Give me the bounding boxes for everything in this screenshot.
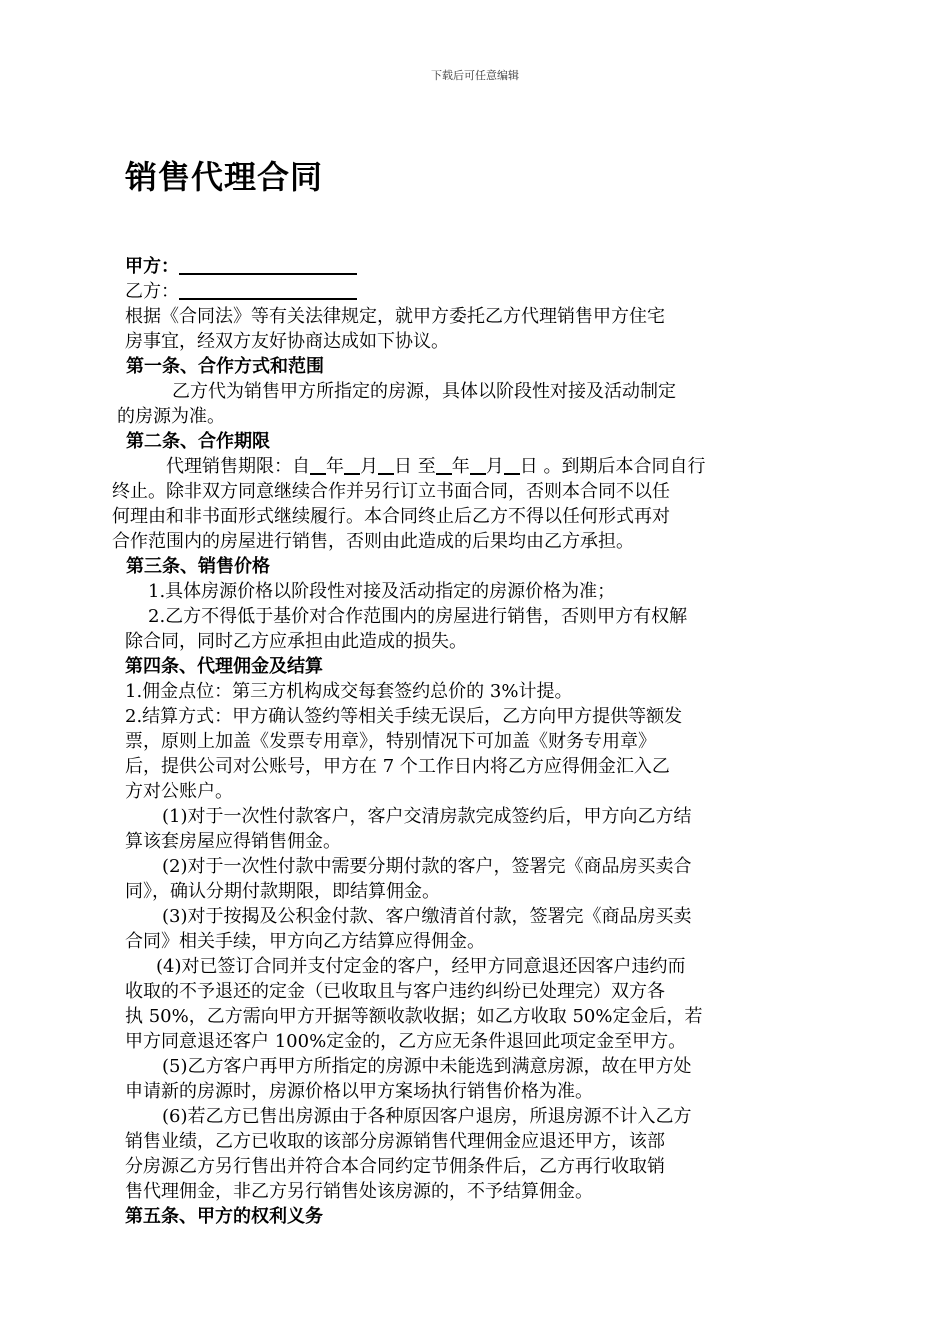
document-title: 销售代理合同	[125, 158, 324, 196]
article-4-sub-6: (6)若乙方已售出房源由于各种原因客户退房，所退房源不计入乙方	[162, 1106, 692, 1127]
article-5-heading: 第五条、甲方的权利义务	[125, 1206, 323, 1227]
end-day-blank	[504, 455, 520, 475]
article-1-line: 乙方代为销售甲方所指定的房源，具体以阶段性对接及活动制定	[172, 381, 676, 402]
intro-line: 根据《合同法》等有关法律规定，就甲方委托乙方代理销售甲方住宅	[125, 306, 665, 327]
term-text: 月	[485, 456, 504, 477]
term-text: 年	[326, 456, 344, 477]
start-month-blank	[344, 455, 360, 475]
article-3-item-2: 2.乙方不得低于基价对合作范围内的房屋进行销售，否则甲方有权解	[148, 606, 688, 627]
article-4-sub-2: 同》，确认分期付款期限，即结算佣金。	[125, 881, 440, 902]
term-text: 代理销售期限：自	[166, 456, 310, 477]
article-4-item-2: 票，原则上加盖《发票专用章》，特别情况下可加盖《财务专用章》	[125, 731, 656, 752]
term-text: 日 至	[394, 456, 436, 477]
term-text: 年	[451, 456, 470, 477]
end-month-blank	[470, 455, 486, 475]
article-1-heading: 第一条、合作方式和范围	[126, 356, 324, 377]
party-a-blank	[179, 255, 357, 275]
article-3-item-1: 1.具体房源价格以阶段性对接及活动指定的房源价格为准；	[148, 581, 616, 602]
article-2-heading: 第二条、合作期限	[126, 431, 270, 452]
term-text: 月	[360, 456, 378, 477]
article-2-term-line	[0, 454, 950, 479]
article-2-line: 何理由和非书面形式继续履行。本合同终止后乙方不得以任何形式再对	[112, 506, 670, 527]
article-4-sub-3: 合同》相关手续，甲方向乙方结算应得佣金。	[125, 931, 485, 952]
article-2-line: 合作范围内的房屋进行销售，否则由此造成的后果均由乙方承担。	[112, 531, 634, 552]
article-4-sub-6: 分房源乙方另行售出并符合本合同约定节佣条件后，乙方再行收取销	[125, 1156, 665, 1177]
article-4-item-2: 方对公账户。	[125, 781, 233, 802]
intro-line: 房事宜，经双方友好协商达成如下协议。	[125, 331, 449, 352]
article-2-line: 终止。除非双方同意继续合作并另行订立书面合同，否则本合同不以任	[112, 481, 670, 502]
article-4-item-1: 1.佣金点位：第三方机构成交每套签约总价的 3%计提。	[125, 681, 573, 702]
party-b-line	[0, 279, 950, 304]
article-4-item-2: 后，提供公司对公账号，甲方在 7 个工作日内将乙方应得佣金汇入乙	[125, 756, 670, 777]
article-1-line: 的房源为准。	[117, 406, 225, 427]
article-4-heading: 第四条、代理佣金及结算	[125, 656, 323, 677]
article-4-sub-5: (5)乙方客户再甲方所指定的房源中未能选到满意房源，故在甲方处	[162, 1056, 692, 1077]
article-4-sub-4: (4)对已签订合同并支付定金的客户，经甲方同意退还因客户违约而	[156, 956, 686, 977]
article-4-sub-4: 收取的不予退还的定金（已收取且与客户违约纠纷已处理完）双方各	[125, 981, 665, 1002]
article-4-item-2: 2.结算方式：甲方确认签约等相关手续无误后，乙方向甲方提供等额发	[125, 706, 683, 727]
start-year-blank	[310, 455, 326, 475]
end-year-blank	[436, 455, 452, 475]
party-a-label: 甲方：	[125, 256, 179, 277]
article-4-sub-5: 申请新的房源时，房源价格以甲方案场执行销售价格为准。	[125, 1081, 593, 1102]
article-4-sub-4: 甲方同意退还客户 100%定金的，乙方应无条件退回此项定金至甲方。	[125, 1031, 687, 1052]
party-a-line	[0, 254, 950, 279]
party-b-label: 乙方：	[125, 281, 179, 302]
header-note: 下载后可任意编辑	[431, 69, 519, 82]
article-3-heading: 第三条、销售价格	[126, 556, 270, 577]
document-body	[0, 254, 950, 1229]
article-4-sub-6: 销售业绩，乙方已收取的该部分房源销售代理佣金应退还甲方，该部	[125, 1131, 665, 1152]
start-day-blank	[378, 455, 394, 475]
article-4-sub-3: (3)对于按揭及公积金付款、客户缴清首付款，签署完《商品房买卖	[162, 906, 692, 927]
party-b-blank	[179, 280, 357, 300]
article-4-sub-6: 售代理佣金，非乙方另行销售处该房源的，不予结算佣金。	[125, 1181, 593, 1202]
article-4-sub-1: 算该套房屋应得销售佣金。	[125, 831, 341, 852]
article-3-item-2: 除合同，同时乙方应承担由此造成的损失。	[125, 631, 467, 652]
article-4-sub-2: (2)对于一次性付款中需要分期付款的客户，签署完《商品房买卖合	[162, 856, 692, 877]
article-4-sub-1: (1)对于一次性付款客户，客户交清房款完成签约后，甲方向乙方结	[162, 806, 692, 827]
term-text: 日 。到期后本合同自行	[519, 456, 706, 477]
article-4-sub-4: 执 50%，乙方需向甲方开据等额收款收据；如乙方收取 50%定金后，若	[125, 1006, 703, 1027]
